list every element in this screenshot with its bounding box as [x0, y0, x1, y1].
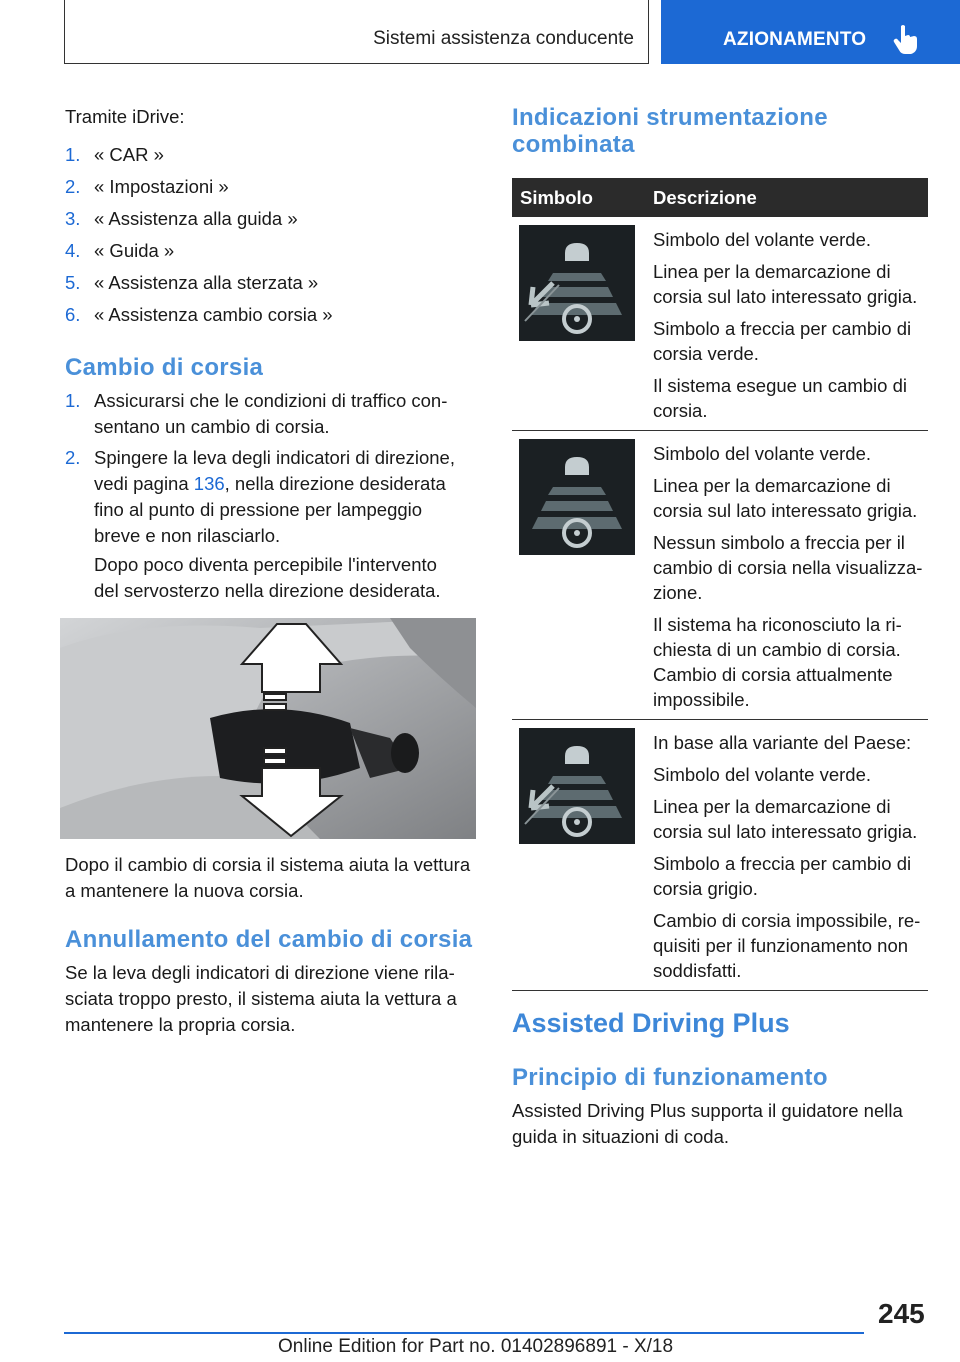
lane-assist-steering-wheel-icon — [519, 439, 635, 555]
description-cell: Simbolo del volante verde. Linea per la demarcazione di corsia sul lato interessato grigia. Nessun simbolo a freccia per il cambio di corsia nella visualizza- zione. Il sistema ha riconosciuto la ri- chiesta di un cambio di corsia. Cambio di corsia attualmente impossibile. — [653, 443, 923, 710]
edition-footer: Online Edition for Part no. 01402896891 - X/18 — [278, 1336, 674, 1357]
step-note: Dopo poco diventa percepibile l'intervento — [94, 554, 437, 575]
symbol-table — [512, 178, 928, 991]
table-row — [512, 217, 928, 431]
list-number: 4. — [65, 240, 81, 261]
after-lane-change-text: a mantenere la nuova corsia. — [65, 880, 304, 901]
cancel-text: Se la leva degli indicatori di direzione viene rila- — [65, 962, 455, 983]
table-header-symbol: Simbolo — [520, 186, 593, 208]
page-link[interactable]: 136 — [193, 473, 225, 494]
list-number: 2. — [65, 447, 81, 468]
section-title: Sistemi assistenza conducente — [373, 28, 634, 49]
display-heading-line2: combinata — [512, 131, 635, 158]
description-cell: In base alla variante del Paese: Simbolo del volante verde. Linea per la demarcazione di corsia sul lato interessato grigia. Simbolo a freccia per cambio di corsia grigio. Cambio di corsia impossibile, re- quisiti per il funzionamento non soddisfatti. — [653, 732, 921, 981]
cancel-lane-change-heading: Annullamento del cambio di corsia — [65, 926, 473, 953]
step-text: Spingere la leva degli indicatori di direzione, — [94, 447, 455, 468]
list-text: « Assistenza alla guida » — [94, 208, 298, 229]
chapter-tab[interactable] — [661, 0, 960, 64]
list-text: « Impostazioni » — [94, 176, 229, 197]
symbol-cell — [512, 431, 645, 720]
principle-text: Assisted Driving Plus supporta il guidatore nella — [512, 1100, 903, 1121]
display-heading-line1: Indicazioni strumentazione — [512, 104, 828, 131]
step-note: del servosterzo nella direzione desiderata. — [94, 580, 441, 601]
cancel-text: mantenere la propria corsia. — [65, 1014, 296, 1035]
turn-signal-lever-photo — [60, 618, 476, 839]
chapter-tab-label: AZIONAMENTO — [723, 29, 867, 50]
table-row — [512, 431, 928, 720]
cancel-text: sciata troppo presto, il sistema aiuta la vettura a — [65, 988, 457, 1009]
hand-pointer-icon — [893, 24, 919, 54]
description-cell: Simbolo del volante verde. Linea per la demarcazione di corsia sul lato interessato grigia. Simbolo a freccia per cambio di corsia verde. Il sistema esegue un cambio di corsia. — [653, 229, 918, 421]
list-number: 3. — [65, 208, 81, 229]
header-section-box — [64, 0, 649, 64]
list-text: « CAR » — [94, 144, 164, 165]
list-text: « Assistenza alla sterzata » — [94, 272, 319, 293]
step-text: vedi pagina 136, nella direzione desiderata — [94, 473, 446, 494]
list-number: 2. — [65, 176, 81, 197]
lane-change-left-arrow-icon — [519, 225, 635, 341]
list-number: 6. — [65, 304, 81, 325]
symbol-cell — [512, 217, 645, 431]
list-text: « Assistenza cambio corsia » — [94, 304, 333, 325]
assisted-driving-plus-heading: Assisted Driving Plus — [512, 1008, 790, 1038]
idrive-intro: Tramite iDrive: — [65, 106, 185, 127]
page-number: 245 — [878, 1298, 925, 1329]
symbol-cell — [512, 720, 645, 991]
step-text: fino al punto di pressione per lampeggio — [94, 499, 423, 520]
step-text: breve e non rilasciarlo. — [94, 525, 281, 546]
list-number: 1. — [65, 390, 81, 411]
after-lane-change-text: Dopo il cambio di corsia il sistema aiuta la vettura — [65, 854, 471, 875]
lane-change-left-arrow-icon — [519, 728, 635, 844]
lane-change-heading: Cambio di corsia — [65, 354, 264, 381]
table-header-row — [512, 178, 928, 217]
step-text: Assicurarsi che le condizioni di traffico con- — [94, 390, 448, 411]
principle-heading: Principio di funzionamento — [512, 1064, 828, 1091]
table-header-description: Descrizione — [653, 186, 757, 208]
list-text: « Guida » — [94, 240, 175, 261]
principle-text: guida in situazioni di coda. — [512, 1126, 730, 1147]
table-row — [512, 720, 928, 991]
footer-divider — [64, 1332, 864, 1334]
step-text: sentano un cambio di corsia. — [94, 416, 330, 437]
list-number: 1. — [65, 144, 81, 165]
list-number: 5. — [65, 272, 81, 293]
